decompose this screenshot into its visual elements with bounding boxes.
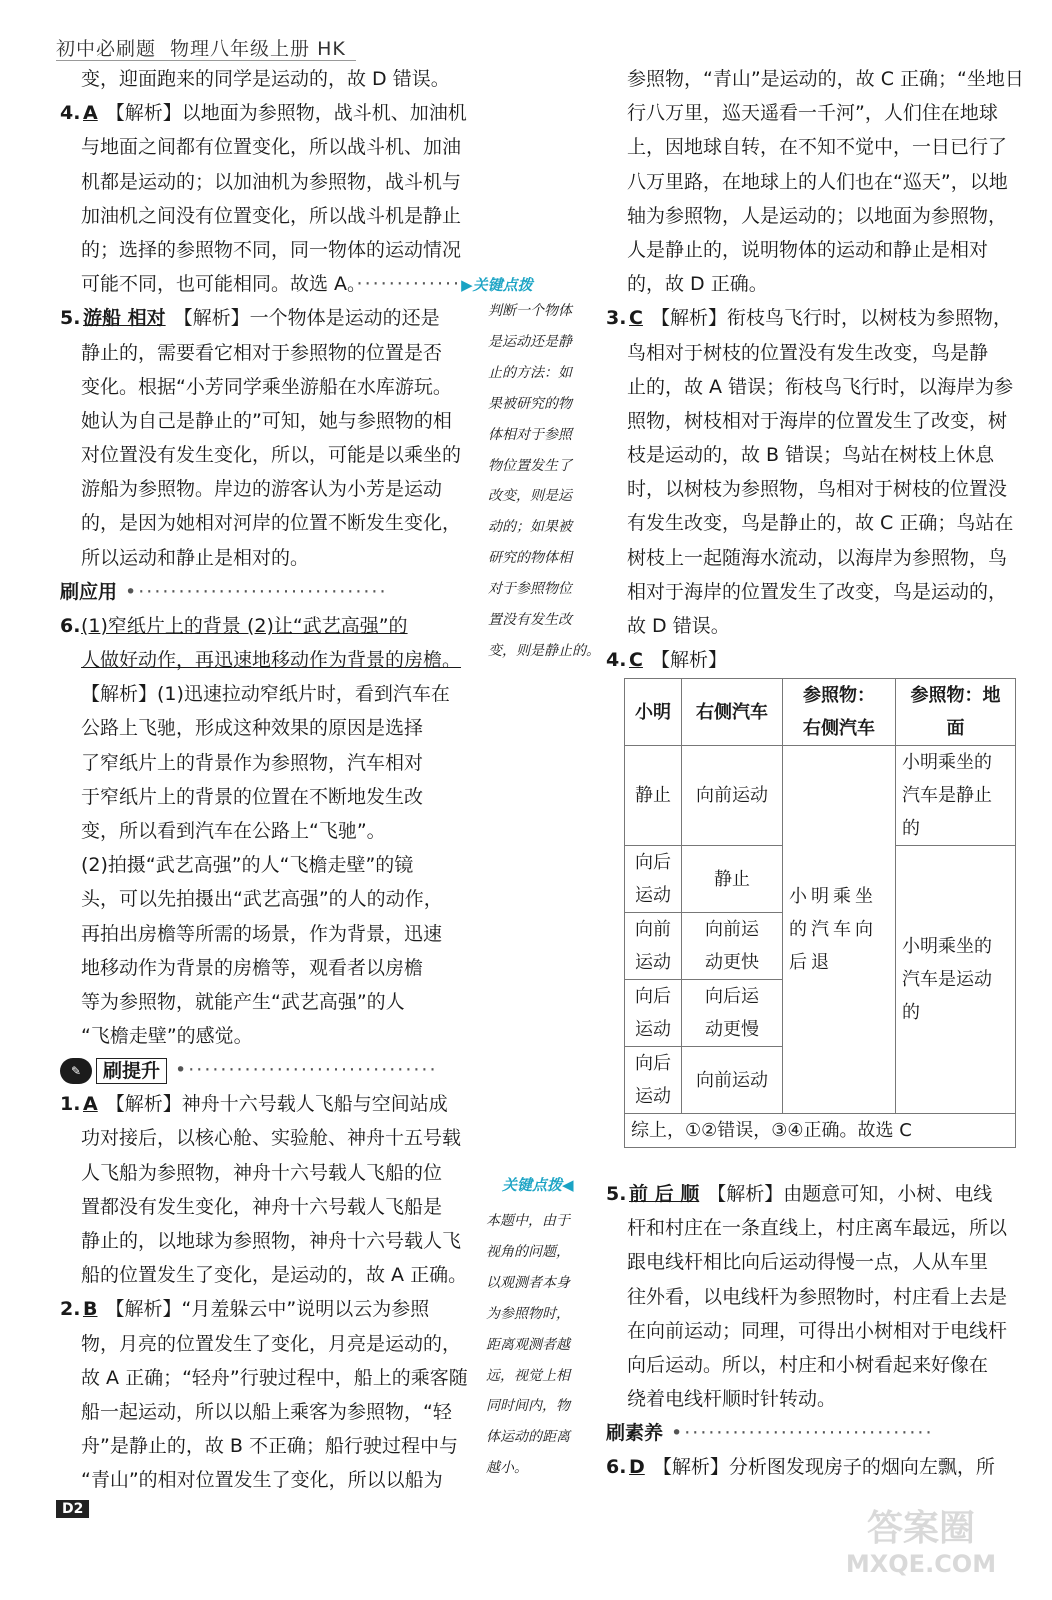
text-line (606, 1314, 1024, 1348)
text-line (606, 1382, 1024, 1416)
line-text: 八万里路，在地球上的人们也在“巡天”，以地 (627, 170, 1008, 193)
text-line (60, 711, 478, 745)
section-title: 刷应用 (60, 580, 118, 603)
text-line (606, 199, 1024, 233)
key-tip-line: 研究的物体相 (488, 550, 572, 567)
line-text: 【解析】一个物体是运动的还是 (173, 307, 440, 330)
section-heading (60, 1053, 478, 1087)
key-tip-line: 同时间内，物 (486, 1398, 570, 1415)
line-text: 照物，树枝相对于海岸的位置发生了改变，树 (627, 409, 1008, 432)
answer: A (83, 102, 98, 125)
text-line (60, 233, 478, 267)
key-tip-label: 关键点拨◀ (502, 1176, 574, 1194)
underlined-answer: (1)窄纸片上的背景 (2)让“武艺高强”的 (81, 614, 408, 637)
key-tip-sidebar-1 (488, 296, 600, 667)
key-tip-line: 对于参照物位 (488, 581, 572, 598)
table-cell: 向后 运动 (625, 1047, 682, 1114)
text-line (60, 780, 478, 814)
line-text: “青山”的相对位置发生了变化，所以以船为 (81, 1469, 443, 1492)
text-line (60, 1190, 478, 1224)
text-line (606, 1280, 1024, 1314)
answer: A (83, 1093, 98, 1116)
text-line (606, 336, 1024, 370)
line-text: 船一起运动，所以以船上乘客为参照物，“轻 (81, 1400, 452, 1423)
line-text: 可能不同，也可能相同。故选 A。 (81, 273, 357, 296)
key-tip-line: 本题中，由于 (486, 1213, 570, 1229)
line-text: 绕着电线杆顺时针转动。 (627, 1388, 837, 1411)
table-cell: 静止 (682, 846, 783, 913)
text-line (60, 1395, 478, 1429)
text-line (60, 746, 478, 780)
question-number: 5. (606, 1183, 627, 1205)
section-heading (60, 575, 478, 609)
text-line (60, 165, 478, 199)
text-line (606, 165, 1024, 199)
question-number: 5. (60, 307, 81, 330)
line-text: 【解析】衔枝鸟飞行时，以树枝为参照物， (651, 307, 1013, 330)
text-line (606, 404, 1024, 438)
text-line (60, 1292, 478, 1326)
text-line (606, 96, 1024, 130)
line-text: 【解析】神舟十六号载人飞船与空间站成 (105, 1093, 448, 1116)
table-summary: 综上，①②错误，③④正确。故选 C (625, 1114, 1016, 1148)
line-text: 物，月亮的位置发生了变化，月亮是运动的， (81, 1332, 462, 1355)
line-text: 时，以树枝为参照物，鸟相对于树枝的位置没 (627, 478, 1008, 501)
key-tip-line: 越小。 (486, 1460, 528, 1477)
right-column (606, 62, 1024, 677)
text-line (606, 1211, 1024, 1245)
question-number: 4. (606, 649, 627, 672)
text-line (606, 609, 1024, 643)
line-text: 变，所以看到汽车在公路上“飞驰”。 (81, 819, 386, 842)
table-cell-merged: 小明乘坐 的汽车向 后退 (783, 746, 896, 1114)
key-tip-line: 是运动还是静 (488, 333, 572, 350)
text-line (60, 1463, 478, 1497)
text-line (60, 199, 478, 233)
line-text: 有发生改变，鸟是静止的，故 C 正确；鸟站在 (627, 512, 1014, 535)
text-line (606, 1177, 1024, 1211)
text-line (60, 1327, 478, 1361)
text-line (60, 62, 478, 96)
line-text: 【解析】由题意可知，小树、电线 (707, 1183, 993, 1205)
table-cell: 向前运 动更快 (682, 913, 783, 980)
text-line (60, 814, 478, 848)
line-text: 【解析】(1)迅速拉动窄纸片时，看到汽车在 (81, 683, 450, 706)
line-text: 人飞船为参照物，神舟十六号载人飞船的位 (81, 1161, 443, 1184)
text-line (606, 233, 1024, 267)
text-line (60, 882, 478, 916)
line-text: 【解析】“月羞躲云中”说明以云为参照 (105, 1298, 430, 1321)
line-text: 所以运动和静止是相对的。 (81, 546, 310, 569)
header-book: 初中必刷题 (56, 38, 157, 60)
text-line (606, 1348, 1024, 1382)
line-text: (2)拍摄“武艺高强”的人“飞檐走壁”的镜 (81, 854, 414, 877)
table-cell: 向后 运动 (625, 846, 682, 913)
text-line (60, 917, 478, 951)
text-line (60, 643, 478, 677)
text-line (606, 506, 1024, 540)
dotted-rule: •······························· (117, 580, 388, 603)
table-header: 参照物： 右侧汽车 (783, 679, 896, 746)
answer: C (629, 307, 643, 330)
key-tip-line: 止的方法：如 (488, 364, 572, 381)
key-tip-line: 体相对于参照 (488, 426, 572, 443)
section-heading (606, 1416, 1024, 1450)
text-line (606, 643, 1024, 677)
table-cell: 向前运动 (682, 1047, 783, 1114)
line-text: 【解析】分析图发现房子的烟向左飘，所 (652, 1456, 995, 1479)
line-text: 向后运动。所以，村庄和小树看起来好像在 (627, 1353, 989, 1376)
text-line (60, 506, 478, 540)
line-text: 行八万里，巡天遥看一千河”，人们住在地球 (627, 102, 998, 125)
text-line (60, 1121, 478, 1155)
line-text: 置都没有发生变化，神舟十六号载人飞船是 (81, 1195, 443, 1218)
section-title: 刷素养 (606, 1422, 664, 1445)
line-text: 故 D 错误。 (627, 615, 730, 637)
text-line (60, 336, 478, 370)
text-line (60, 1361, 478, 1395)
line-text: 头，可以先拍摄出“武艺高强”的人的动作， (81, 888, 443, 911)
page-number: D2 (56, 1500, 89, 1518)
line-text: 与地面之间都有位置变化，所以战斗机、加油 (81, 136, 462, 159)
text-line (60, 609, 478, 643)
key-tip-line: 置没有发生改 (488, 612, 572, 629)
line-text: 的，是因为她相对河岸的位置不断发生变化， (81, 512, 462, 535)
line-text: 机都是运动的；以加油机为参照物，战斗机与 (81, 170, 462, 193)
dotted-rule: •······························· (167, 1059, 438, 1082)
line-text: 杆和村庄在一条直线上，村庄离车最远，所以 (627, 1217, 1008, 1240)
line-text: 功对接后，以核心舱、实验舱、神舟十五号载 (81, 1127, 462, 1150)
watermark-logo (816, 1508, 1026, 1580)
text-line (60, 1258, 478, 1292)
text-line (606, 62, 1024, 96)
line-text: 的，故 D 正确。 (627, 273, 768, 296)
key-tip-line: 动的；如果被 (488, 519, 572, 536)
watermark-text: 答案圈 (866, 1508, 975, 1549)
line-text: 枝是运动的，故 B 错误；鸟站在树枝上休息 (627, 444, 995, 467)
line-text: 静止的，需要看它相对于参照物的位置是否 (81, 341, 443, 364)
text-line (60, 541, 478, 575)
line-text: 往外看，以电线杆为参照物时，村庄看上去是 (627, 1285, 1008, 1308)
section-title: 刷提升 (96, 1058, 167, 1084)
text-line (60, 677, 478, 711)
text-line (606, 301, 1024, 335)
key-tip-line: 远，视觉上相 (486, 1367, 570, 1384)
brush-icon: ✎ (60, 1058, 92, 1084)
table-header: 右侧汽车 (682, 679, 783, 746)
text-line (606, 541, 1024, 575)
key-tip-sidebar-2 (486, 1176, 594, 1484)
text-line (60, 267, 533, 301)
line-text: 公路上飞驰，形成这种效果的原因是选择 (81, 717, 424, 740)
dotted-rule: •······························· (663, 1422, 934, 1445)
text-line (606, 472, 1024, 506)
table-cell: 向前 运动 (625, 913, 682, 980)
line-text: 等为参照物，就能产生“武艺高强”的人 (81, 990, 405, 1013)
question-number: 3. (606, 307, 627, 330)
line-text: 相对于海岸的位置发生了改变，鸟是运动的， (627, 580, 1008, 603)
table-cell: 向后 运动 (625, 980, 682, 1047)
line-text: 变，迎面跑来的同学是运动的，故 D 错误。 (81, 68, 450, 90)
text-line (606, 575, 1024, 609)
line-text: 舟”是静止的，故 B 不正确；船行驶过程中与 (81, 1435, 458, 1458)
line-text: 加油机之间没有位置变化，所以战斗机是静止 (81, 204, 462, 227)
text-line (60, 438, 478, 472)
line-text: 轴为参照物，人是运动的；以地面为参照物， (627, 204, 1008, 227)
text-line (60, 1087, 478, 1121)
text-line (60, 1429, 478, 1463)
line-text: 静止的，以地球为参照物，神舟十六号载人飞 (81, 1230, 462, 1252)
table-cell: 向后运 动更慢 (682, 980, 783, 1047)
answer: D (629, 1456, 645, 1479)
question-number: 6. (606, 1456, 627, 1479)
line-text: 游船为参照物。岸边的游客认为小芳是运动 (81, 478, 443, 501)
text-line (60, 951, 478, 985)
line-text: 鸟相对于树枝的位置没有发生改变，鸟是静 (627, 341, 989, 364)
table-cell: 小明乘坐的 汽车是静止的 (896, 746, 1016, 846)
text-line (606, 1450, 1024, 1484)
line-text: 她认为自己是静止的”可知，她与参照物的相 (81, 409, 452, 432)
page-header (56, 34, 346, 61)
line-text: 人是静止的，说明物体的运动和静止是相对 (627, 238, 989, 261)
text-line (606, 1245, 1024, 1279)
table-header: 小明 (625, 679, 682, 746)
key-tip-line: 视角的问题， (486, 1243, 570, 1260)
underlined-answer: 人做好动作，再迅速地移动作为背景的房檐。 (81, 649, 462, 671)
text-line (606, 370, 1024, 404)
answer: B (83, 1298, 98, 1321)
key-tip-line: 果被研究的物 (488, 395, 572, 412)
line-text: 变化。根据“小芳同学乘坐游船在水库游玩。 (81, 375, 452, 398)
question-number: 4. (60, 102, 81, 125)
text-line (60, 404, 478, 438)
text-line (60, 370, 478, 404)
line-text: 地移动作为背景的房檐等，观看者以房檐 (81, 956, 424, 979)
table-cell: 向前运动 (682, 746, 783, 846)
answer: 游船 相对 (83, 307, 166, 330)
question-number: 2. (60, 1298, 81, 1321)
line-text: 上，因地球自转，在不知不觉中，一日已行了 (627, 136, 1008, 159)
line-text: 于窄纸片上的背景的位置在不断地发生改 (81, 785, 424, 808)
text-line (60, 301, 478, 335)
text-line (60, 472, 478, 506)
line-text: 【解析】 (651, 649, 728, 672)
answer: 前 后 顺 (629, 1183, 700, 1205)
question-number: 1. (60, 1093, 81, 1116)
key-tip-line: 物位置发生了 (488, 457, 572, 474)
line-text: 了窄纸片上的背景作为参照物，汽车相对 (81, 751, 424, 774)
text-line (60, 96, 478, 130)
answer: C (629, 649, 643, 672)
key-tip-body (486, 1176, 594, 1484)
key-tip-line: 为参照物时， (486, 1305, 570, 1322)
line-text: 再拍出房檐等所需的场景，作为背景，迅速 (81, 922, 443, 945)
table-cell-merged: 小明乘坐的 汽车是运动的 (896, 846, 1016, 1114)
line-text: 的；选择的参照物不同，同一物体的运动情况 (81, 238, 462, 261)
key-tip-line: 改变，则是运 (488, 488, 572, 505)
text-line (60, 1224, 478, 1258)
text-line (60, 985, 478, 1019)
header-subject: 物理八年级上册 (170, 38, 311, 60)
key-tip-label: ▶关键点拨 (461, 276, 533, 295)
right-column-lower (606, 1177, 1024, 1485)
text-line (60, 1019, 478, 1053)
key-tip-line: 以观测者本身 (486, 1274, 570, 1291)
text-line (606, 267, 1024, 301)
line-text: 在向前运动；同理，可得出小树相对于电线杆 (627, 1319, 1008, 1342)
line-text: 跟电线杆相比向后运动得慢一点，人从车里 (627, 1251, 989, 1274)
line-text: 对位置没有发生变化，所以，可能是以乘坐的 (81, 444, 462, 467)
watermark-url: MXQE.COM (845, 1550, 997, 1578)
line-text: 船的位置发生了变化，是运动的，故 A 正确。 (81, 1264, 468, 1287)
key-tip-line: 距离观测者越 (486, 1336, 570, 1353)
question-number: 6. (60, 614, 81, 637)
table-cell: 静止 (625, 746, 682, 846)
header-edition: HK (317, 38, 346, 60)
line-text: 止的，故 A 错误；衔枝鸟飞行时，以海岸为参 (627, 375, 1014, 398)
line-text: 【解析】以地面为参照物，战斗机、加油机 (105, 102, 467, 125)
text-line (60, 848, 478, 882)
dotted-leader: ············· (356, 273, 462, 296)
key-tip-line: 体运动的距离 (486, 1429, 570, 1446)
analysis-table (624, 678, 1016, 1148)
text-line (606, 130, 1024, 164)
line-text: 参照物，“青山”是运动的，故 C 正确；“坐地日 (627, 68, 1024, 90)
text-line (606, 438, 1024, 472)
key-tip-line: 变，则是静止的。 (488, 642, 600, 659)
text-line (60, 130, 478, 164)
header-rule (56, 60, 356, 61)
table-header: 参照物：地面 (896, 679, 1016, 746)
key-tip-line: 判断一个物体 (488, 303, 572, 319)
line-text: 故 A 正确；“轻舟”行驶过程中，船上的乘客随 (81, 1366, 468, 1389)
line-text: “飞檐走壁”的感觉。 (81, 1025, 253, 1048)
text-line (60, 1156, 478, 1190)
line-text: 树枝上一起随海水流动，以海岸为参照物，鸟 (627, 546, 1008, 569)
